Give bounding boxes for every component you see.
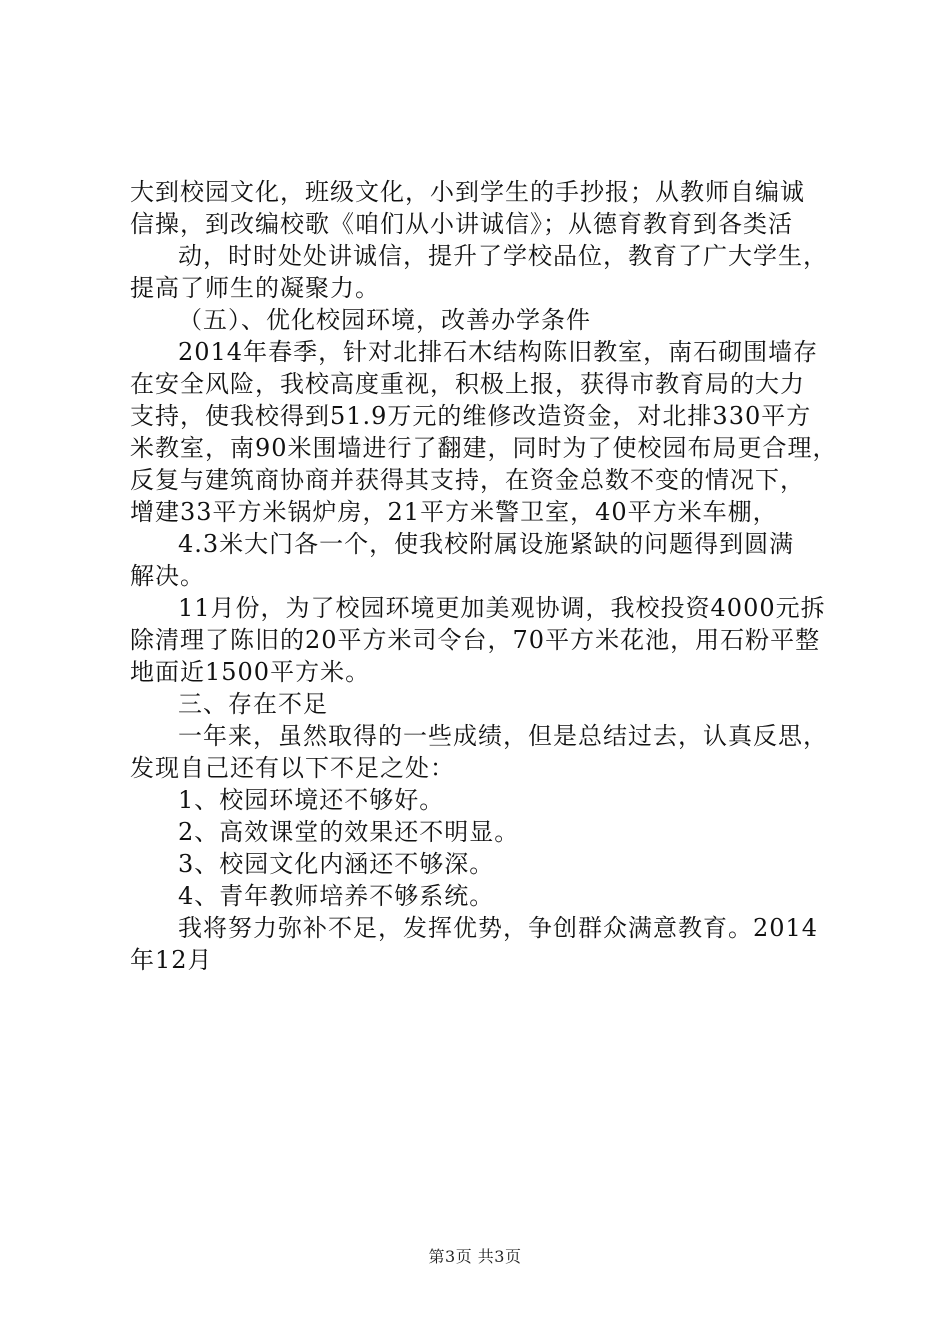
text-line: 一年来，虽然取得的一些成绩，但是总结过去，认真反思， — [178, 722, 828, 750]
text-line: 2014年春季，针对北排石木结构陈旧教室，南石砌围墙存 — [178, 338, 819, 366]
section-heading: 三、存在不足 — [178, 690, 328, 718]
text-line: 增建33平方米锅炉房，21平方米警卫室，40平方米车棚， — [130, 498, 778, 526]
text-line: 解决。 — [130, 562, 205, 590]
list-item: 4、青年教师培养不够系统。 — [178, 882, 495, 910]
list-item: 1、校园环境还不够好。 — [178, 786, 445, 814]
text-line: 4.3米大门各一个，使我校附属设施紧缺的问题得到圆满 — [178, 530, 795, 558]
text-line: 支持，使我校得到51.9万元的维修改造资金，对北排330平方 — [130, 402, 812, 430]
text-line: 提高了师生的凝聚力。 — [130, 274, 380, 302]
text-line: 米教室，南90米围墙进行了翻建，同时为了使校园布局更合理， — [130, 434, 838, 462]
text-line: 我将努力弥补不足，发挥优势，争创群众满意教育。2014 — [178, 914, 819, 942]
text-line: 反复与建筑商协商并获得其支持，在资金总数不变的情况下， — [130, 466, 805, 494]
text-line: 年12月 — [130, 946, 213, 974]
list-item: 2、高效课堂的效果还不明显。 — [178, 818, 520, 846]
text-line: 除清理了陈旧的20平方米司令台，70平方米花池，用石粉平整 — [130, 626, 821, 654]
text-line: 信操，到改编校歌《咱们从小讲诚信》；从德育教育到各类活 — [130, 210, 793, 238]
document-body — [130, 176, 850, 976]
text-line: 动，时时处处讲诚信，提升了学校品位，教育了广大学生， — [178, 242, 828, 270]
text-line: 发现自己还有以下不足之处： — [130, 754, 455, 782]
text-line: 11月份，为了校园环境更加美观协调，我校投资4000元拆 — [178, 594, 826, 622]
text-line: 地面近1500平方米。 — [130, 658, 371, 686]
text-line: 在安全风险，我校高度重视，积极上报，获得市教育局的大力 — [130, 370, 805, 398]
section-heading: （五）、优化校园环境，改善办学条件 — [178, 306, 591, 334]
list-item: 3、校园文化内涵还不够深。 — [178, 850, 495, 878]
text-line: 大到校园文化，班级文化，小到学生的手抄报；从教师自编诚 — [130, 178, 805, 206]
page-footer: 第3页 共3页 — [428, 1247, 522, 1266]
